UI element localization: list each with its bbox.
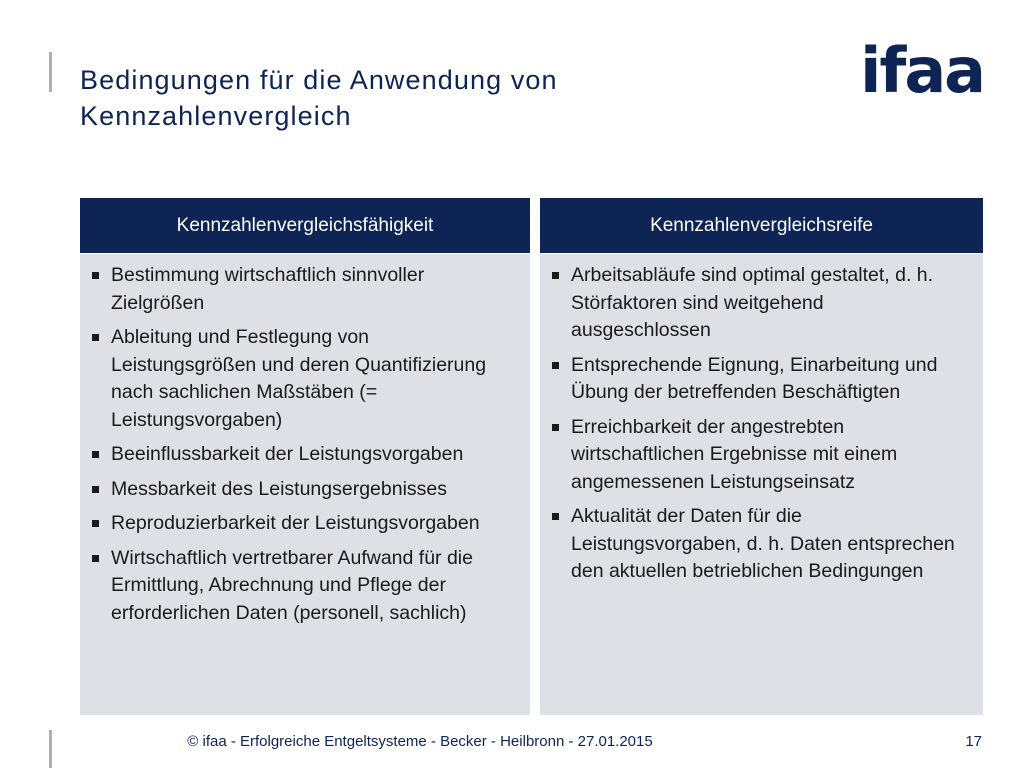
list-item [92, 545, 512, 628]
square-bullet-icon [92, 451, 99, 458]
list-item [92, 262, 512, 317]
list-item [92, 441, 512, 469]
square-bullet-icon [92, 486, 99, 493]
list-item [552, 503, 965, 586]
list-item [552, 414, 965, 497]
bullet-list-vergleichsreife [540, 254, 983, 586]
list-item-text: Messbarkeit des Leistungsergebnisses [111, 477, 448, 500]
list-item [92, 510, 512, 538]
square-bullet-icon [552, 272, 559, 279]
square-bullet-icon [92, 520, 99, 527]
column-vergleichsfaehigkeit [80, 198, 530, 715]
ifaa-logo [860, 34, 986, 107]
list-item-text: Wirtschaftlich vertretbarer Aufwand für die Ermittlung, Abrechnung und Pflege der erforderlichen Daten (personell, sachlich) [111, 546, 473, 624]
list-item-text: Reproduzierbarkeit der Leistungsvorgaben [111, 512, 480, 534]
logo-text: ifaa [860, 34, 984, 107]
list-item [552, 262, 965, 345]
list-item-text: Beeinflussbarkeit der Leistungsvorgaben [111, 443, 464, 465]
list-item [552, 352, 965, 407]
list-item-text: Arbeitsabläufe sind optimal gestaltet, d. h. Störfaktoren sind weitgehend ausgeschlossen [571, 264, 934, 341]
square-bullet-icon [552, 513, 559, 520]
square-bullet-icon [92, 555, 99, 562]
column-header-vergleichsfaehigkeit: Kennzahlenvergleichsfähigkeit [80, 198, 530, 254]
list-item-text: Erreichbarkeit der angestrebten wirtschaftlichen Ergebnisse mit einem angemessenen Leistungseinsatz [571, 415, 898, 493]
bullet-list-vergleichsfaehigkeit [80, 254, 530, 627]
list-item [92, 476, 512, 504]
list-item-text: Entsprechende Eignung, Einarbeitung und Übung der betreffenden Beschäftigten [571, 353, 938, 403]
list-item-text: Aktualität der Daten für die Leistungsvorgaben, d. h. Daten entsprechen den aktuellen betrieblichen Bedingungen [571, 505, 955, 582]
title-accent-bar [49, 52, 52, 92]
slide-title [80, 62, 780, 134]
square-bullet-icon [92, 272, 99, 279]
slide-title-line-1: Bedingungen für die Anwendung von [80, 65, 558, 95]
list-item-text: Ableitung und Festlegung von Leistungsgrößen und deren Quantifizierung nach sachlichen Maßstäben (= Leistungsvorgaben) [111, 326, 487, 431]
list-item [92, 324, 512, 434]
square-bullet-icon [552, 362, 559, 369]
page-number: 17 [965, 733, 982, 750]
footer-text: © ifaa - Erfolgreiche Entgeltsysteme - Becker - Heilbronn - 27.01.2015 [187, 733, 653, 750]
column-vergleichsreife [540, 198, 983, 715]
square-bullet-icon [92, 334, 99, 341]
column-header-vergleichsreife: Kennzahlenvergleichsreife [540, 198, 983, 254]
slide-title-line-2: Kennzahlenvergleich [80, 101, 352, 131]
list-item-text: Bestimmung wirtschaftlich sinnvoller Zielgrößen [111, 264, 425, 314]
square-bullet-icon [552, 424, 559, 431]
